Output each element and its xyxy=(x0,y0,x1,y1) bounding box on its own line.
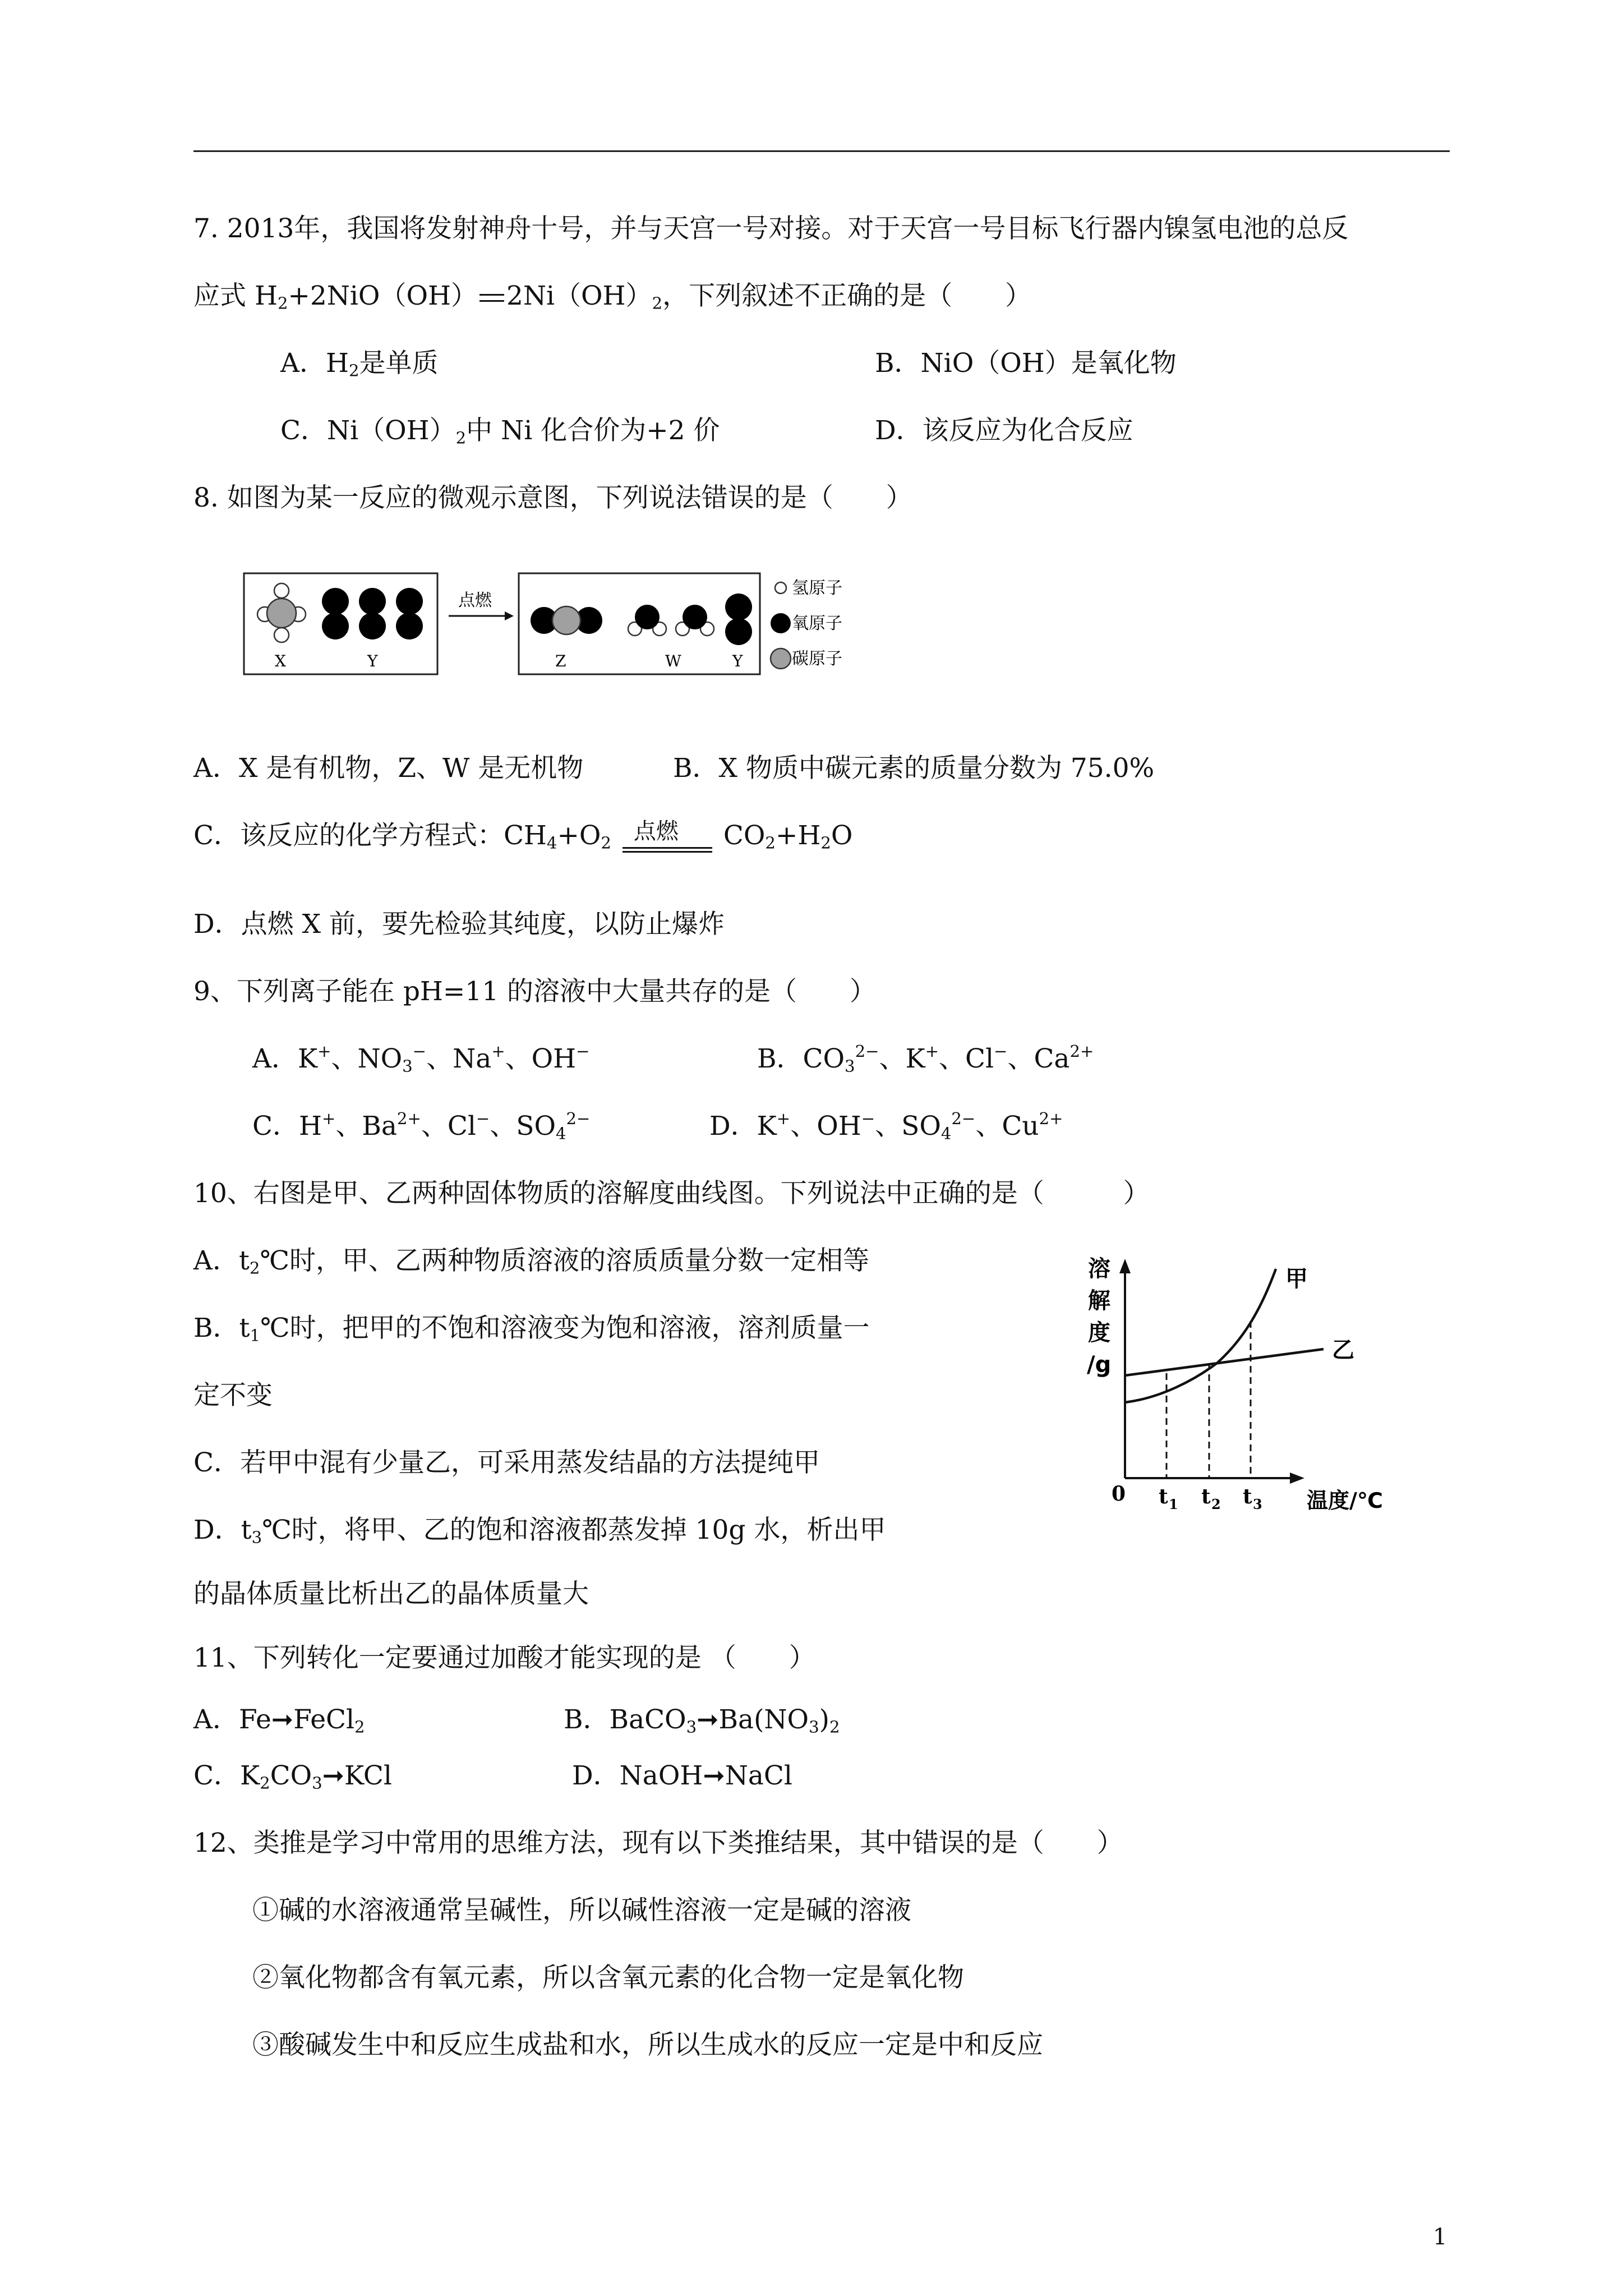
svg-text:解: 解 xyxy=(1088,1288,1110,1314)
label-y2: Y xyxy=(732,652,743,670)
q9-option-a: A．K+、$NO_3^-$、Na+、OH− xyxy=(252,1042,590,1076)
label-y: Y xyxy=(367,652,378,670)
q7-option-c: C．$Ni(OH)_2$中 Ni 化合价为+2 价 xyxy=(280,415,720,448)
q8-option-b: B．X 物质中碳元素的质量分数为 75.0% xyxy=(673,753,1155,784)
svg-text:t: t xyxy=(1201,1485,1211,1508)
label-z: Z xyxy=(555,652,566,670)
q9-stem: 9、下列离子能在 pH=11 的溶液中大量共存的是（ ） xyxy=(193,976,877,1007)
q11-stem: 11、下列转化一定要通过加酸才能实现的是 （ ） xyxy=(193,1642,815,1673)
q11-option-b: B．$BaCO_3➞Ba(NO_3)_2$ xyxy=(564,1704,840,1737)
q12-item-2: ②氧化物都含有氧元素，所以含氧元素的化合物一定是氧化物 xyxy=(252,1962,964,1993)
reaction-condition-sign: 点燃 xyxy=(623,819,712,853)
q10-option-b-cont: 定不变 xyxy=(193,1380,273,1411)
q7-option-d: D．该反应为化合反应 xyxy=(875,415,1133,446)
q7-line1: 7. 2013年，我国将发射神舟十号，并与天宫一号对接。对于天宫一号目标飞行器内镍氢电池的总反 xyxy=(193,213,1349,244)
q7-option-a: A．$H_2$是单质 xyxy=(280,348,439,380)
curve-jia xyxy=(1125,1269,1276,1402)
hydrogen-atom-icon xyxy=(775,582,786,593)
label-jia: 甲 xyxy=(1285,1266,1308,1292)
water-molecule-1 xyxy=(628,605,666,636)
legend-hydrogen: 氢原子 xyxy=(792,578,842,598)
svg-text:1: 1 xyxy=(1169,1496,1178,1512)
page-number: 1 xyxy=(1433,2224,1447,2250)
label-w: W xyxy=(665,652,681,670)
svg-text:溶: 溶 xyxy=(1088,1256,1110,1282)
y-axis-label xyxy=(1087,1256,1111,1378)
arrow-right-icon: ➞ xyxy=(703,1760,725,1791)
equals-sign-icon xyxy=(479,294,504,302)
q12-stem: 12、类推是学习中常用的思维方法，现有以下类推结果，其中错误的是（ ） xyxy=(193,1828,1123,1858)
oxygen-molecules xyxy=(322,588,423,639)
diagram-legend xyxy=(771,578,842,669)
methane-molecule xyxy=(257,583,306,642)
arrow-right-icon: ➞ xyxy=(697,1704,719,1735)
label-yi: 乙 xyxy=(1332,1337,1354,1363)
oxygen-atom-icon xyxy=(771,613,791,633)
q9-option-c: C．H+、$Ba^{2+}$、Cl−、$SO_4^{2-}$ xyxy=(252,1109,591,1143)
q10-option-c: C．若甲中混有少量乙，可采用蒸发结晶的方法提纯甲 xyxy=(193,1447,820,1478)
q12-item-1: ①碱的水溶液通常呈碱性，所以碱性溶液一定是碱的溶液 xyxy=(252,1895,911,1926)
q10-option-a: A．$t_2℃$时，甲、乙两种物质溶液的溶质质量分数一定相等 xyxy=(193,1245,869,1278)
q9-option-d: D．K+、OH−、$SO_4^{2-}$、$Cu^{2+}$ xyxy=(709,1109,1063,1143)
legend-carbon: 碳原子 xyxy=(792,649,842,669)
x-tick-labels xyxy=(1159,1485,1262,1512)
svg-text:3: 3 xyxy=(1253,1496,1262,1512)
header-rule xyxy=(193,150,1450,152)
legend-oxygen: 氧原子 xyxy=(792,614,842,633)
arrow-label: 点燃 xyxy=(458,591,492,610)
q10-option-b: B．$t_1℃$时，把甲的不饱和溶液变为饱和溶液，溶剂质量一 xyxy=(193,1313,870,1345)
reaction-micro-diagram xyxy=(236,567,886,690)
q9-option-b: B．$CO_3^{2-}$、K+、Cl−、$Ca^{2+}$ xyxy=(757,1042,1094,1076)
q10-option-d: D．$t_3℃$时，将甲、乙的饱和溶液都蒸发掉 10g 水，析出甲 xyxy=(193,1515,886,1547)
leftover-oxygen-molecule xyxy=(725,593,752,645)
q8-option-a: A．X 是有机物，Z、W 是无机物 xyxy=(193,753,584,784)
svg-text:度: 度 xyxy=(1088,1320,1110,1346)
q10-stem: 10、右图是甲、乙两种固体物质的溶解度曲线图。下列说法中正确的是（ ） xyxy=(193,1178,1150,1209)
q8-option-d: D．点燃 X 前，要先检验其纯度，以防止爆炸 xyxy=(193,909,725,940)
x-axis-arrow-icon xyxy=(1290,1473,1304,1484)
arrow-head-icon xyxy=(505,611,514,620)
arrow-right-icon: ➞ xyxy=(322,1760,345,1791)
svg-text:2: 2 xyxy=(1211,1496,1221,1512)
y-axis-arrow-icon xyxy=(1119,1259,1131,1273)
q11-option-c: C．$K_2CO_3➞KCl$ xyxy=(193,1760,392,1793)
q10-option-d-cont: 的晶体质量比析出乙的晶体质量大 xyxy=(193,1579,589,1609)
q7-option-b: B．NiO（OH）是氧化物 xyxy=(875,348,1177,379)
q8-stem: 8. 如图为某一反应的微观示意图，下列说法错误的是（ ） xyxy=(193,482,912,513)
q8-option-c: C．该反应的化学方程式：$CH_4+O_2$ 点燃 $CO_2+H_2O$ xyxy=(193,818,853,853)
svg-text:t: t xyxy=(1159,1485,1168,1508)
label-x: X xyxy=(275,652,286,670)
arrow-right-icon: ➞ xyxy=(271,1704,294,1735)
q7-line2: 应式 $H_2+2NiO(OH)$ $2Ni(OH)_2$，下列叙述不正确的是（ ） xyxy=(193,280,1032,313)
q11-option-a: A．Fe➞FeCl$_2$ xyxy=(193,1704,365,1737)
x-axis-label: 温度/℃ xyxy=(1307,1488,1383,1513)
co2-molecule xyxy=(531,606,602,634)
q11-option-d: D．NaOH➞NaCl xyxy=(572,1760,792,1791)
solubility-curve-graph xyxy=(1077,1251,1391,1515)
carbon-atom-icon xyxy=(771,648,791,669)
q12-item-3: ③酸碱发生中和反应生成盐和水，所以生成水的反应一定是中和反应 xyxy=(252,2030,1043,2060)
curve-yi xyxy=(1125,1349,1324,1375)
origin-label: 0 xyxy=(1112,1482,1126,1506)
svg-text:/g: /g xyxy=(1087,1352,1112,1378)
svg-text:t: t xyxy=(1243,1485,1252,1508)
water-molecule-2 xyxy=(676,605,714,636)
